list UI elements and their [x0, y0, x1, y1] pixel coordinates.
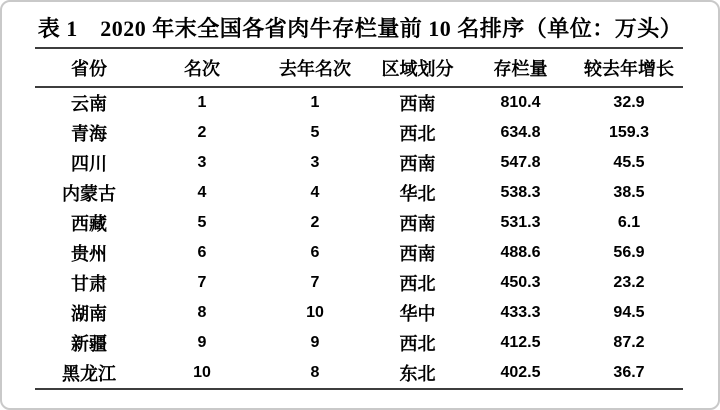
table-row: [35, 328, 683, 358]
table-row: [35, 178, 683, 208]
table-caption: 表 1 2020 年末全国各省肉牛存栏量前 10 名排序（单位：万头）: [37, 16, 683, 41]
cell-inventory: 634.8: [500, 124, 541, 141]
cell-inventory: 488.6: [500, 244, 541, 261]
table-row: [35, 118, 683, 148]
cell-growth: 45.5: [613, 154, 645, 171]
cell-region: 华中: [399, 304, 436, 324]
cell-growth: 94.5: [613, 304, 645, 321]
header-province: 省份: [35, 48, 143, 87]
table-row: [35, 298, 683, 328]
table-row: [35, 148, 683, 178]
cell-region: 西北: [399, 274, 436, 294]
cell-growth: 159.3: [608, 124, 650, 141]
cell-inventory: 450.3: [500, 274, 541, 291]
cell-growth: 38.5: [613, 184, 645, 201]
table-row: [35, 358, 683, 389]
cell-last-year-rank: 6: [310, 244, 320, 261]
cell-inventory: 547.8: [500, 154, 541, 171]
cell-province: 内蒙古: [62, 184, 116, 204]
cell-region: 华北: [399, 184, 436, 204]
table-row: [35, 268, 683, 298]
cell-rank: 2: [197, 124, 207, 141]
cell-region: 东北: [369, 358, 466, 389]
cell-rank: 6: [197, 244, 207, 261]
cell-region: 西北: [399, 124, 436, 144]
cell-province: 甘肃: [71, 274, 107, 294]
cell-province: 云南: [71, 94, 107, 114]
cell-province: 西藏: [71, 214, 107, 234]
cell-growth: 6.1: [617, 214, 641, 231]
cell-region: 西北: [399, 334, 436, 354]
cell-last-year-rank: 8: [261, 358, 369, 389]
cell-last-year-rank: 2: [310, 214, 320, 231]
table-row: [35, 238, 683, 268]
cell-last-year-rank: 10: [306, 304, 324, 321]
cell-province: 湖南: [71, 304, 107, 324]
cell-inventory: 433.3: [500, 304, 541, 321]
table-row: [35, 208, 683, 238]
header-inventory: 存栏量: [466, 48, 575, 87]
cell-province: 青海: [71, 124, 107, 144]
table-row: [35, 87, 683, 118]
cell-growth: 87.2: [613, 334, 645, 351]
table-body: [35, 87, 683, 389]
cell-growth: 56.9: [613, 244, 645, 261]
cell-last-year-rank: 1: [310, 94, 320, 111]
cell-province: 新疆: [71, 334, 107, 354]
header-last-year-rank: 去年名次: [261, 48, 369, 87]
cell-region: 西南: [399, 244, 436, 264]
cell-rank: 1: [197, 94, 207, 111]
cell-inventory: 531.3: [500, 214, 541, 231]
table-header-row: [35, 48, 683, 87]
cell-growth: 36.7: [575, 358, 683, 389]
cell-rank: 7: [197, 274, 207, 291]
cell-inventory: 810.4: [500, 94, 541, 111]
cell-rank: 5: [197, 214, 207, 231]
cell-rank: 8: [197, 304, 207, 321]
cell-inventory: 412.5: [500, 334, 541, 351]
cell-region: 西南: [399, 214, 436, 234]
header-region: 区域划分: [369, 48, 466, 87]
header-rank: 名次: [143, 48, 261, 87]
cell-last-year-rank: 4: [310, 184, 320, 201]
header-growth: 较去年增长: [575, 48, 683, 87]
cell-rank: 4: [197, 184, 207, 201]
cell-inventory: 538.3: [500, 184, 541, 201]
cell-last-year-rank: 5: [310, 124, 320, 141]
cell-rank: 3: [197, 154, 207, 171]
cell-province: 贵州: [71, 244, 107, 264]
cell-region: 西南: [399, 94, 436, 114]
cell-last-year-rank: 3: [310, 154, 320, 171]
cattle-inventory-table: [35, 47, 683, 390]
cell-inventory: 402.5: [466, 358, 575, 389]
cell-rank: 9: [197, 334, 207, 351]
cell-last-year-rank: 9: [310, 334, 320, 351]
cell-province: 黑龙江: [35, 358, 143, 389]
cell-growth: 32.9: [613, 94, 645, 111]
cell-region: 西南: [399, 154, 436, 174]
cell-rank: 10: [143, 358, 261, 389]
cell-last-year-rank: 7: [310, 274, 320, 291]
cell-province: 四川: [71, 154, 107, 174]
cell-growth: 23.2: [613, 274, 645, 291]
